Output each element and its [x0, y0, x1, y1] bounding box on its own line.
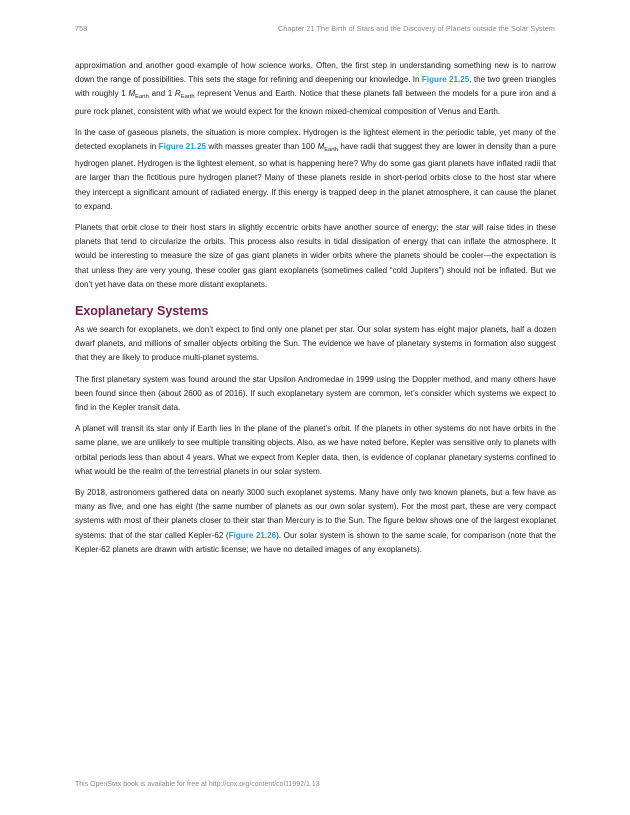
figure-link[interactable]: Figure 21.25 [421, 75, 470, 85]
text-run: In the case of gaseous planets, the situation is more complex. Hydrogen is the lightest element in the periodic table, yet many of the detected exoplanets in [75, 127, 556, 152]
text-run: have radii that suggest they are lower in density than a pure hydrogen planet. Hydrogen is the lightest element, so what is happening here? Why do some gas giant planets have inflated radii that are larger than the fictitious pure hydrogen planet? Many of these planets reside in short-period orbits close to the host star where they intercept a significant amount of radiated energy. If this energy is trapped deep in the planet atmosphere, it can cause the planet to expand. [75, 142, 556, 211]
radius-symbol: R [174, 89, 181, 99]
text-run: approximation and another good example of how science works. Often, the first step in understanding something new is to narrow down the range of possibilities. This sets the stage for refining and deepening our knowledge. In [75, 61, 556, 85]
paragraph: A planet will transit its star only if Earth lies in the plane of the planet’s orbit. If the planets in other systems do not have orbits in the same plane, we are unlikely to see multiple transiting objects. Also, as we have noted before, Kepler was sensitive only to planets with orbital periods less than about 4 years. What we expect from Kepler data, then, is evidence of coplanar planetary systems confined to what would be the realm of the terrestrial planets in our solar system. [75, 424, 556, 476]
subscript: Earth [180, 94, 195, 101]
paragraph: As we search for exoplanets, we don’t expect to find only one planet per star. Our solar system has eight major planets, half a dozen dwarf planets, and millions of smaller objects orbiting the Sun. The evidence we have of planetary systems in formation also suggest that they are likely to produce multi-planet systems. [75, 325, 556, 363]
mass-symbol: M [128, 89, 136, 99]
paragraph [75, 486, 556, 557]
text-run: , the two green triangles with roughly 1 [75, 75, 556, 99]
paragraph: The first planetary system was found around the star Upsilon Andromedae in 1999 using the Doppler method, and many others have been found since then (about 2600 as of 2016). If such exoplanetary system are common, let’s consider which systems we expect to find in the Kepler transit data. [75, 374, 556, 413]
mass-symbol: M [317, 142, 325, 152]
section-heading: Exoplanetary Systems [75, 304, 209, 319]
paragraph: Planets that orbit close to their host stars in slightly eccentric orbits have another source of energy: the star will raise tides in these planets that tend to circularize the orbits. This process also results in tidal dissipation of energy that can inflate the atmosphere. It would be interesting to measure the size of gas giant planets in wider orbits where the planets should be cooler—the expectation is that unless they are very young, these cooler gas giant exoplanets (sometimes called “cold Jupiters”) should not be inflated. But we don’t yet have data on these more distant exoplanets. [75, 223, 556, 289]
page-content [75, 59, 556, 564]
subscript: Earth [135, 94, 149, 101]
text-run: By 2018, astronomers gathered data on nearly 3000 such exoplanet systems. Many have only two known planets, but a few have as many as five, and one has eight (the same number of planets as our own solar system). For the most part, these are very compact systems with most of their planets closer to their star than Mercury is to the Sun. The figure below shows one of the largest exoplanet systems: that of the star called Kepler-62 ( [75, 488, 556, 540]
subscript: Earth [324, 147, 339, 154]
page-footer: This OpenStax book is available for free at http://cnx.org/content/col11992/1.13 [75, 781, 320, 788]
text-run: represent Venus and Earth. Notice that these planets fall between the models for a pure iron and a pure rock planet, consistent with what we would expect for the known mixed-chemical composition of Venus and Earth. [75, 89, 556, 116]
text-run: and 1 [148, 89, 175, 99]
figure-link[interactable]: Figure 21.25 [158, 142, 206, 152]
text-run: ). Our solar system is shown to the same scale, for comparison (note that the Kepler-62 planets are drawn with artistic license; we have no detailed images of any exoplanets). [75, 530, 556, 554]
text-run: with masses greater than 100 [206, 142, 318, 152]
paragraph [75, 59, 556, 119]
chapter-title: Chapter 21 The Birth of Stars and the Discovery of Planets outside the Solar System [277, 24, 555, 33]
figure-link[interactable]: Figure 21.26 [228, 530, 277, 540]
page-header [75, 24, 555, 36]
page-number: 758 [75, 24, 88, 33]
paragraph [75, 126, 556, 214]
